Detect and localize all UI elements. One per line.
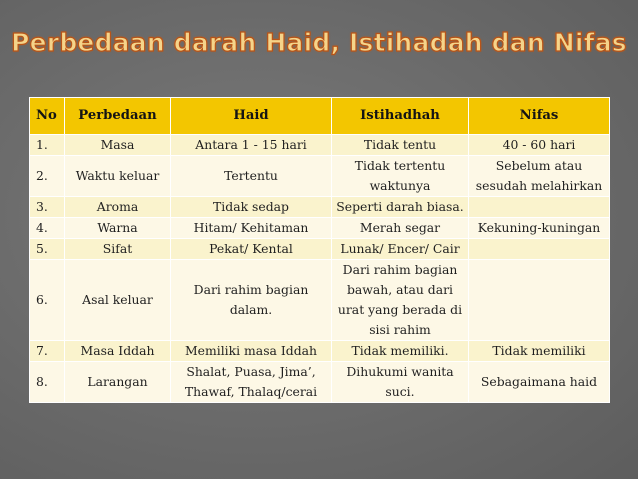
cell-perbedaan: Larangan <box>65 362 171 403</box>
cell-line: urat yang berada di <box>337 302 463 317</box>
cell-istihadhah: Merah segar <box>332 218 469 239</box>
table-row <box>30 260 610 341</box>
cell-line: bawah, atau dari <box>346 282 454 297</box>
header-no: No <box>30 98 65 135</box>
cell-line: sisi rahim <box>369 322 431 337</box>
cell-line: Thawaf, Thalaq/cerai <box>184 384 318 399</box>
cell-istihadhah: Tidak memiliki. <box>332 341 469 362</box>
cell-istihadhah <box>332 260 469 341</box>
cell-haid: Pekat/ Kental <box>171 239 332 260</box>
cell-line: suci. <box>385 384 415 399</box>
cell-istihadhah: Lunak/ Encer/ Cair <box>332 239 469 260</box>
cell-line: dalam. <box>229 302 273 317</box>
table-row <box>30 341 610 362</box>
comparison-table <box>29 97 610 403</box>
cell-istihadhah <box>332 362 469 403</box>
table-row <box>30 156 610 197</box>
cell-haid <box>171 362 332 403</box>
cell-no: 6. <box>30 260 65 341</box>
cell-line: Sebelum atau <box>495 158 583 173</box>
cell-no: 3. <box>30 197 65 218</box>
cell-perbedaan: Asal keluar <box>65 260 171 341</box>
cell-haid: Antara 1 - 15 hari <box>171 135 332 156</box>
table-row <box>30 218 610 239</box>
cell-line: waktunya <box>369 178 431 193</box>
cell-nifas <box>469 239 610 260</box>
cell-perbedaan: Waktu keluar <box>65 156 171 197</box>
table-row <box>30 135 610 156</box>
cell-istihadhah: Seperti darah biasa. <box>332 197 469 218</box>
cell-haid: Hitam/ Kehitaman <box>171 218 332 239</box>
cell-perbedaan: Aroma <box>65 197 171 218</box>
cell-line: sesudah melahirkan <box>475 178 603 193</box>
slide-title: Perbedaan darah Haid, Istihadah dan Nifas <box>11 28 627 57</box>
cell-haid <box>171 260 332 341</box>
cell-perbedaan: Masa Iddah <box>65 341 171 362</box>
cell-no: 7. <box>30 341 65 362</box>
cell-nifas <box>469 260 610 341</box>
cell-line: Dihukumi wanita <box>346 364 454 379</box>
header-istihadhah: Istihadhah <box>332 98 469 135</box>
cell-line: Tidak tertentu <box>354 158 446 173</box>
table-row <box>30 197 610 218</box>
cell-perbedaan: Masa <box>65 135 171 156</box>
cell-perbedaan: Sifat <box>65 239 171 260</box>
cell-istihadhah: Tidak tentu <box>332 135 469 156</box>
header-perbedaan: Perbedaan <box>65 98 171 135</box>
table-header-row <box>30 98 610 135</box>
cell-line: Dari rahim bagian <box>342 262 458 277</box>
header-haid: Haid <box>171 98 332 135</box>
cell-line: Shalat, Puasa, Jima’, <box>186 364 316 379</box>
cell-no: 8. <box>30 362 65 403</box>
table-row <box>30 239 610 260</box>
cell-haid: Memiliki masa Iddah <box>171 341 332 362</box>
cell-nifas: 40 - 60 hari <box>469 135 610 156</box>
cell-nifas: Sebagaimana haid <box>469 362 610 403</box>
cell-haid: Tidak sedap <box>171 197 332 218</box>
cell-haid: Tertentu <box>171 156 332 197</box>
cell-istihadhah <box>332 156 469 197</box>
cell-nifas <box>469 197 610 218</box>
cell-perbedaan: Warna <box>65 218 171 239</box>
table-row <box>30 362 610 403</box>
cell-nifas <box>469 156 610 197</box>
cell-nifas: Tidak memiliki <box>469 341 610 362</box>
cell-no: 4. <box>30 218 65 239</box>
cell-no: 2. <box>30 156 65 197</box>
cell-no: 5. <box>30 239 65 260</box>
header-nifas: Nifas <box>469 98 610 135</box>
cell-nifas: Kekuning-kuningan <box>469 218 610 239</box>
cell-no: 1. <box>30 135 65 156</box>
cell-line: Dari rahim bagian <box>193 282 309 297</box>
